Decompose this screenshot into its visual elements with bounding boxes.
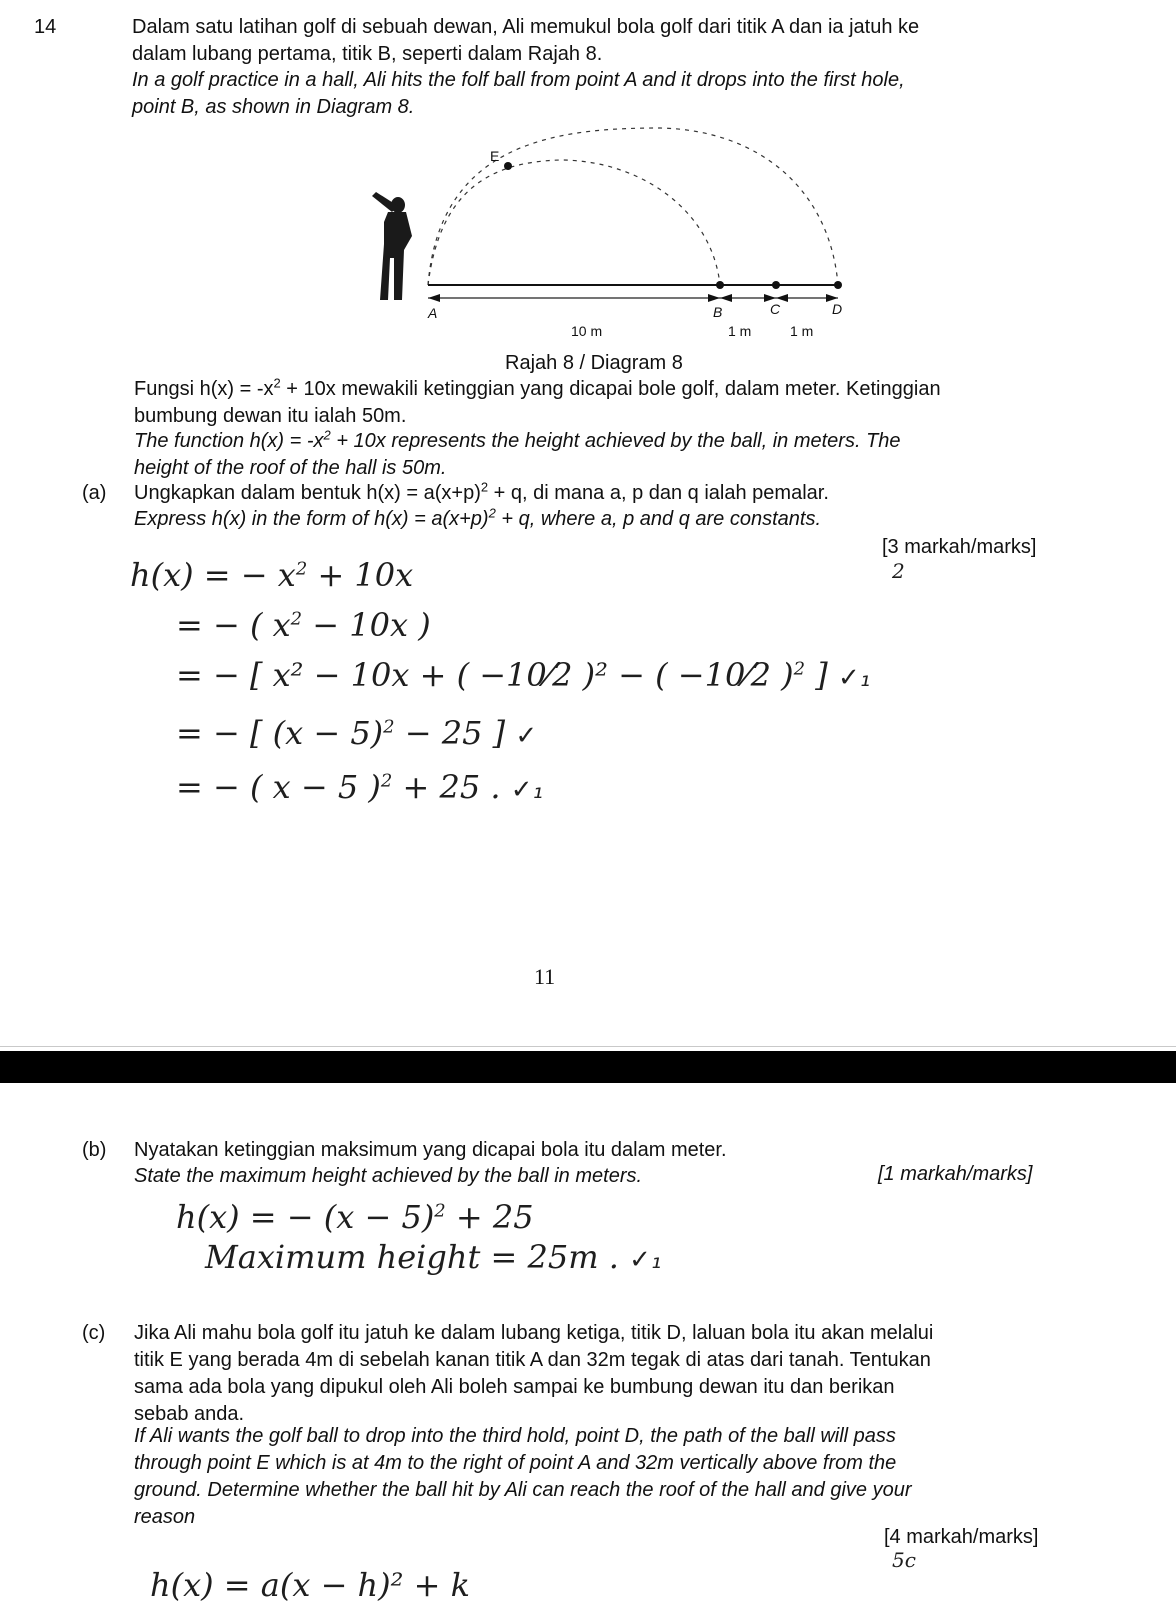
function-malay: [134, 376, 1134, 430]
question-number: 14: [34, 16, 57, 38]
point-d-dot: [834, 281, 842, 289]
part-c-english-line-4: reason: [134, 1506, 196, 1528]
part-c-english-line-3: ground. Determine whether the ball hit by Ali can reach the roof of the hall and give your: [134, 1479, 912, 1501]
page-number: 11: [534, 964, 556, 989]
part-c-malay-line-1: Jika Ali mahu bola golf itu jatuh ke dalam lubang ketiga, titik D, laluan bola itu akan melalui: [134, 1322, 934, 1344]
wb1-post: + 25: [445, 1198, 534, 1236]
label-c: C: [770, 301, 781, 317]
working-line-4: [176, 714, 537, 755]
working-line-5: [176, 768, 543, 809]
page-break-band: [0, 1051, 1176, 1083]
wa2-pre: = − ( x: [176, 606, 291, 644]
fn-malay-post: + 10x mewakili ketinggian yang dicapai bole golf, dalam meter. Ketinggian: [280, 378, 941, 400]
diagram-caption: [505, 350, 683, 377]
arrow-b-left: [708, 294, 720, 302]
part-a-malay-exp: 2: [480, 479, 489, 495]
intro-english-line-2: point B, as shown in Diagram 8.: [132, 96, 415, 118]
golf-diagram: [0, 0, 1176, 370]
arrow-b-right: [720, 294, 732, 302]
wa1-exp: 2: [295, 558, 308, 580]
intro-english-line-1: In a golf practice in a hall, Ali hits the folf ball from point A and it drops into the first hole,: [132, 69, 905, 91]
distance-cd-label: 1 m: [790, 323, 814, 339]
golfer-figure: [372, 192, 412, 300]
wa5-pre: = − ( x − 5 ): [176, 768, 381, 806]
fn-english-post: + 10x represents the height achieved by the ball, in meters. The: [330, 430, 901, 452]
arrow-a: [428, 294, 440, 302]
distance-bc-label: 1 m: [728, 323, 752, 339]
wb1-pre: h(x) = − (x − 5): [176, 1198, 435, 1236]
point-c-dot: [772, 281, 780, 289]
wa3-pre: = − [ x² − 10x + ( −10⁄2 )² − ( −10⁄2 ): [176, 656, 794, 694]
part-c-english-line-1: If Ali wants the golf ball to drop into the third hold, point D, the path of the ball will pass: [134, 1425, 896, 1447]
wa5-exp: 2: [380, 770, 393, 792]
point-b-dot: [716, 281, 724, 289]
wb2-pre: Maximum height = 25m .: [205, 1238, 619, 1276]
part-a-malay-post: + q, di mana a, p dan q ialah pemalar.: [488, 482, 829, 504]
tick-mark: ✓: [515, 721, 538, 751]
caption-text: Rajah 8 / Diagram 8: [505, 352, 683, 374]
tick-mark: ✓₁: [837, 663, 871, 693]
part-a-malay-pre: Ungkapkan dalam bentuk h(x) = a(x+p): [134, 482, 481, 504]
part-b-label: (b): [82, 1139, 107, 1161]
part-a-english-exp: 2: [488, 505, 496, 521]
wa3-post: ]: [805, 656, 828, 694]
part-c-english-line-2: through point E which is at 4m to the right of point A and 32m vertically above from the: [134, 1452, 897, 1474]
label-a: A: [428, 305, 438, 321]
part-c-awarded-marks: 5c: [892, 1548, 916, 1572]
part-a-marks: [3 markah/marks]: [882, 536, 1037, 558]
function-english: [134, 428, 1134, 482]
intro-malay-line-1: Dalam satu latihan golf di sebuah dewan, Ali memukul bola golf dari titik A dan ia jatuh ke: [132, 16, 920, 38]
wb1-exp: 2: [434, 1200, 446, 1222]
point-e-dot: [504, 162, 512, 170]
part-c-label: (c): [82, 1322, 106, 1344]
part-b-english: State the maximum height achieved by the ball in meters.: [134, 1165, 643, 1187]
part-a-label: (a): [82, 482, 107, 504]
label-b: B: [713, 304, 723, 320]
working-line-2: [176, 606, 431, 644]
part-b-malay: Nyatakan ketinggian maksimum yang dicapai bola itu dalam meter.: [134, 1139, 727, 1161]
wa4-post: − 25 ]: [394, 714, 506, 752]
wa4-pre: = − [ (x − 5): [176, 714, 384, 752]
part-c-english: [134, 1423, 1074, 1531]
part-c-malay-line-4: sebab anda.: [134, 1403, 245, 1425]
wa2-post: − 10x ): [302, 606, 431, 644]
part-c-malay: [134, 1320, 1074, 1428]
part-c-malay-line-2: titik E yang berada 4m di sebelah kanan titik A dan 32m tegak di atas dari tanah. Tentukan: [134, 1349, 931, 1371]
working-line-3: [176, 656, 870, 697]
part-c-working-start: h(x) = a(x − h)² + k: [150, 1566, 471, 1604]
distance-ab-label: 10 m: [571, 323, 603, 339]
wa5-post: + 25 .: [392, 768, 501, 806]
fn-malay-exp: 2: [273, 375, 281, 391]
part-a-malay: [134, 480, 1114, 507]
part-b-working-line-1: [176, 1198, 534, 1236]
part-a-english-post: + q, where a, p and q are constants.: [495, 508, 822, 530]
label-e: E: [490, 148, 500, 164]
wa1-post: + 10x: [307, 556, 414, 594]
fn-english-pre: The function h(x) = -x: [134, 430, 324, 452]
part-b-marks: [1 markah/marks]: [878, 1163, 1033, 1185]
wa1-pre: h(x) = − x: [130, 556, 296, 594]
intro-malay-line-2: dalam lubang pertama, titik B, seperti dalam Rajah 8.: [132, 43, 603, 65]
wa3-exp: 2: [793, 658, 806, 680]
fn-english-exp: 2: [323, 427, 331, 443]
working-line-1: [130, 556, 413, 594]
wa4-exp: 2: [383, 716, 395, 738]
part-a-english: [134, 506, 1114, 533]
part-a-english-pre: Express h(x) in the form of h(x) = a(x+p): [134, 508, 489, 530]
tick-mark: ✓₁: [629, 1245, 662, 1275]
label-d: D: [832, 301, 843, 317]
page-divider-line: [0, 1046, 1176, 1047]
part-c-malay-line-3: sama ada bola yang dipukul oleh Ali boleh sampai ke bumbung dewan itu dan berikan: [134, 1376, 895, 1398]
part-b-working-line-2: [205, 1238, 661, 1279]
wa2-exp: 2: [290, 608, 303, 630]
fn-malay-line2: bumbung dewan itu ialah 50m.: [134, 405, 407, 427]
part-a-awarded-marks: 2: [892, 559, 905, 583]
fn-english-line2: height of the roof of the hall is 50m.: [134, 457, 447, 479]
fn-malay-pre: Fungsi h(x) = -x: [134, 378, 274, 400]
tick-mark: ✓₁: [510, 775, 543, 805]
part-c-marks: [4 markah/marks]: [884, 1526, 1039, 1548]
